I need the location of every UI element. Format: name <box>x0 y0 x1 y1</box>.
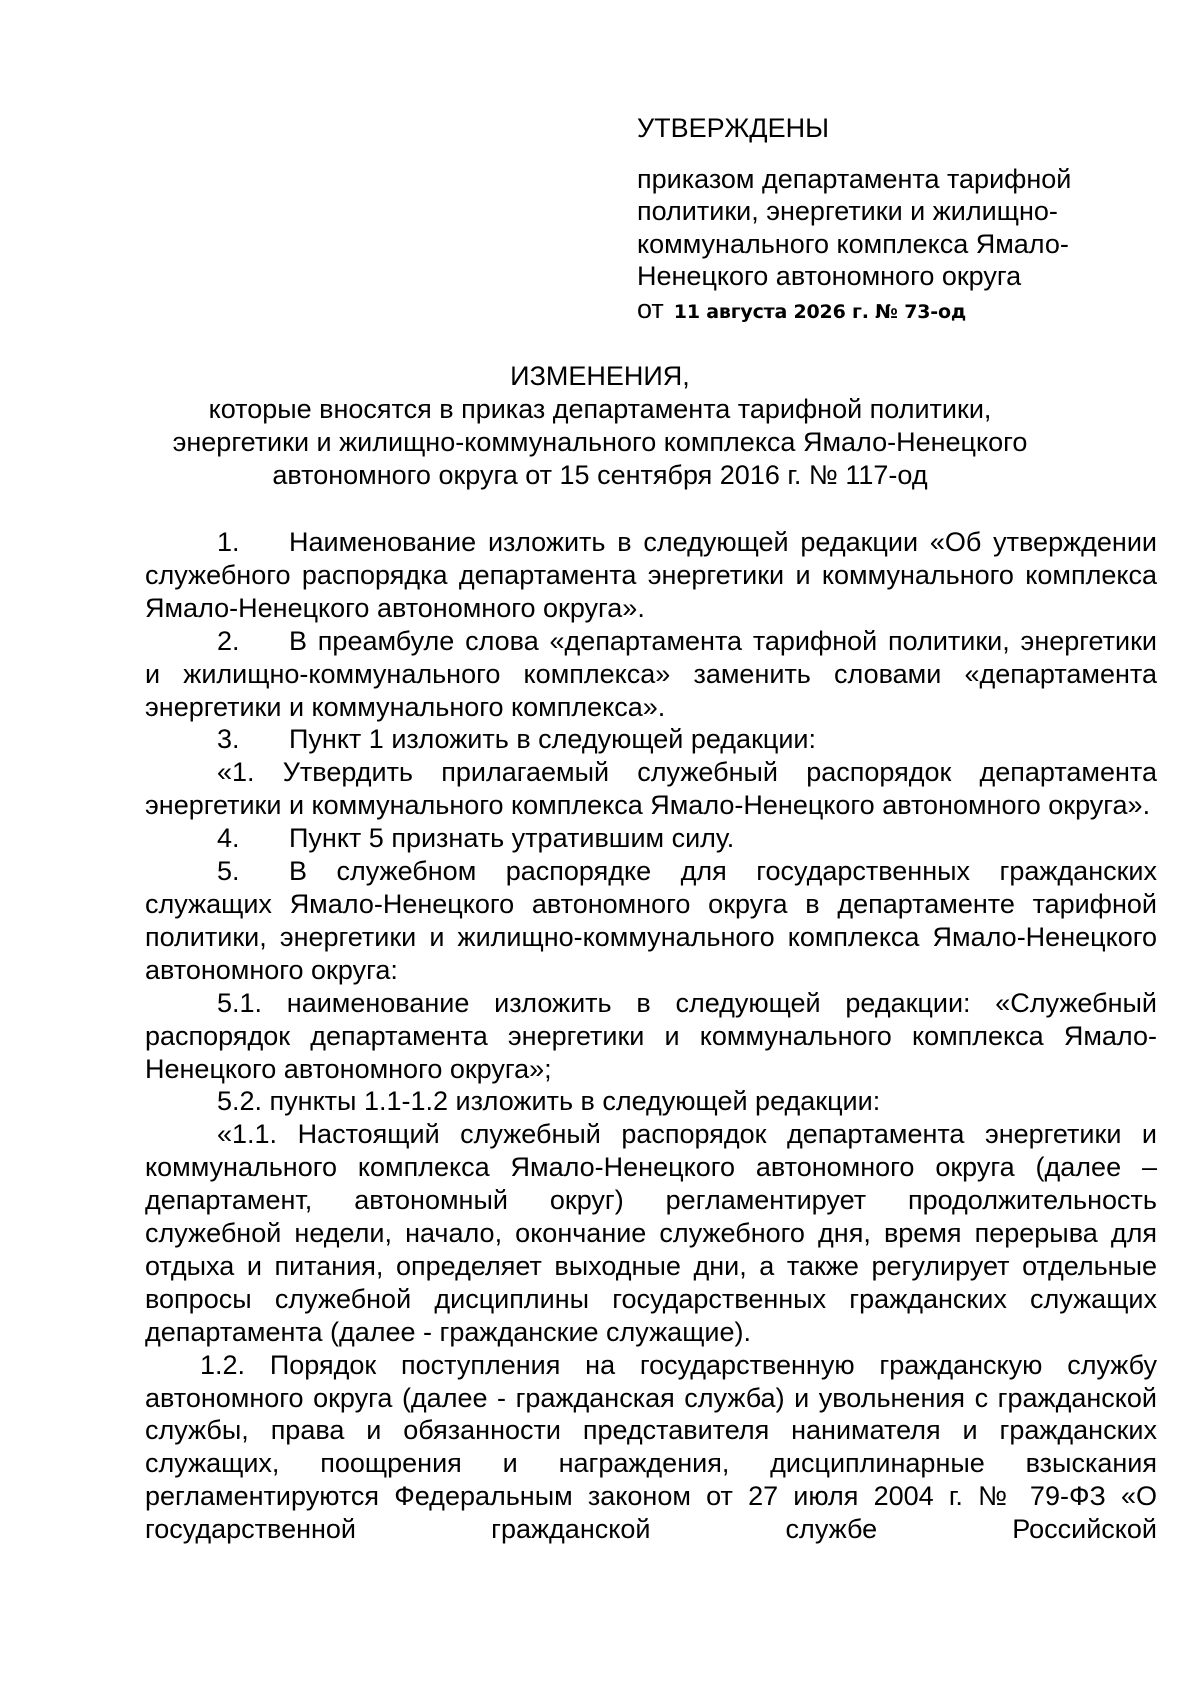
item-2 <box>145 625 1157 724</box>
approval-block <box>637 112 1157 328</box>
item-number: 5. <box>217 856 240 887</box>
item-text: Пункт 5 признать утратившим силу. <box>289 823 735 854</box>
item-3-quote: «1. Утвердить прилагаемый служебный распорядок департамента энергетики и коммунального комплекса Ямало-Ненецкого автономного округа». <box>145 757 1157 821</box>
document-body <box>145 526 1157 1546</box>
clause-1-1: «1.1. Настоящий служебный распорядок департамента энергетики и коммунального комплекса Ямало-Ненецкого автономного округа (далее – департамент, автономный округ) регламентирует продолжительность служебной недели, начало, окончание служебного дня, время перерыва для отдыха и питания, определяет выходные дни, а также регулирует отдельные вопросы служебной дисциплины государственных гражданских служащих департамента (далее - гражданские служащие). <box>145 1119 1157 1347</box>
item-5-1: 5.1. наименование изложить в следующей редакции: «Служебный распорядок департамента энергетики и коммунального комплекса Ямало-Ненецкого автономного округа»; <box>145 987 1157 1084</box>
item-4 <box>145 822 1157 855</box>
approval-from-line <box>637 293 1157 329</box>
approval-date-number: 11 августа 2026 г. № 73-од <box>673 300 966 323</box>
item-3 <box>145 723 1157 756</box>
approval-from-label: от <box>637 293 664 324</box>
item-5-2: 5.2. пункты 1.1-1.2 изложить в следующей редакции: <box>217 1086 881 1117</box>
item-text: Пункт 1 изложить в следующей редакции: <box>289 724 817 755</box>
item-text: В преамбуле слова «департамента тарифной политики, энергетики и жилищно-коммунального комплекса» заменить словами «департамента энергетики и коммунального комплекса». <box>145 625 1157 722</box>
heading-subtitle: которые вносятся в приказ департамента тарифной политики, энергетики и жилищно-коммунального комплекса Ямало-Ненецкого автономного округа от 15 сентября 2016 г. № 117-од <box>172 394 1028 490</box>
approval-title: УТВЕРЖДЕНЫ <box>637 113 829 143</box>
item-5 <box>145 855 1157 987</box>
item-number: 1. <box>217 527 240 557</box>
item-number: 3. <box>217 724 240 755</box>
item-1 <box>145 526 1157 625</box>
item-text: Наименование изложить в следующей редакции «Об утверждении служебного распорядка департамента энергетики и коммунального комплекса Ямало-Ненецкого автономного округа». <box>145 527 1157 623</box>
document-heading <box>140 360 1060 492</box>
heading-title: ИЗМЕНЕНИЯ, <box>510 361 690 391</box>
item-number: 4. <box>217 823 240 854</box>
clause-1-2: 1.2. Порядок поступления на государственную гражданскую службу автономного округа (далее - гражданская служба) и увольнения с гражданской службы, права и обязанности представителя нанимателя и гражданских служащих, поощрения и награждения, дисциплинарные взыскания регламентируются Федеральным законом от 27 июля 2004 г. № 79-ФЗ «О государственной гражданской службе Российской <box>145 1349 1157 1545</box>
approval-body: приказом департамента тарифной политики, энергетики и жилищно-коммунального комплекса Ямало-Ненецкого автономного округа <box>637 163 1072 291</box>
item-number: 2. <box>217 625 240 656</box>
item-text: В служебном распорядке для государственных гражданских служащих Ямало-Ненецкого автономного округа в департаменте тарифной политики, энергетики и жилищно-коммунального комплекса Ямало-Ненецкого автономного округа: <box>145 856 1157 985</box>
